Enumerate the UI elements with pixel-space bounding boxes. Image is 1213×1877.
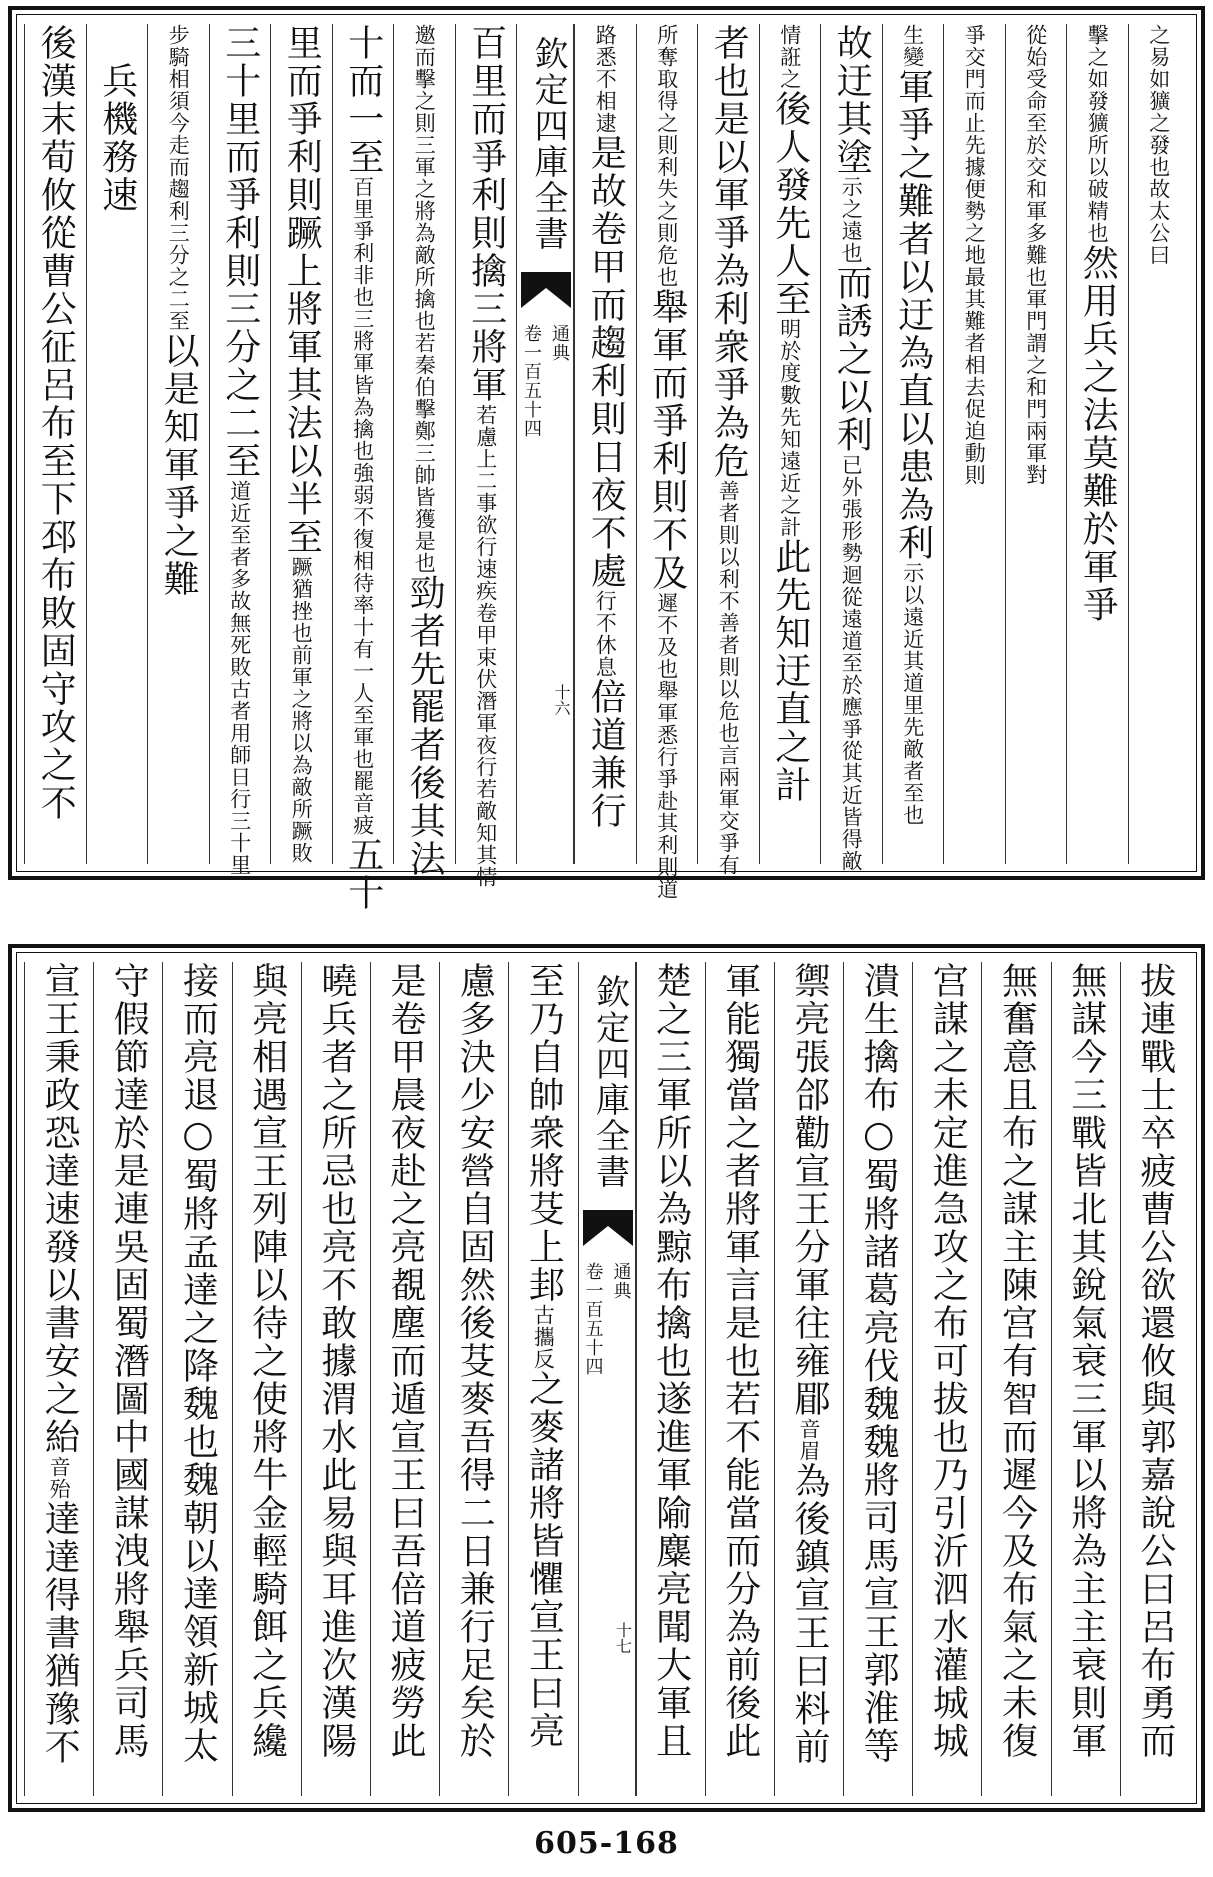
main-text: 拔連戰士卒疲曹公欲還攸與郭嘉說公曰呂布勇而 [1134, 962, 1176, 1760]
main-text: 故迂其塗 [831, 24, 873, 176]
commentary-text: 百里爭利非也三將軍皆為擒也強弱不復相待率十有一人至軍也罷音疲 [350, 176, 375, 836]
text-column [439, 962, 508, 1796]
main-text: 然用兵之法莫難於軍爭 [1077, 244, 1119, 624]
text-column [270, 24, 332, 864]
main-text: 曉兵者之所忌也亮不敢據渭水此易與耳進次漢陽 [315, 962, 357, 1760]
main-text: 宫謀之未定進急攻之布可拔也乃引沂泗水灌城城 [927, 962, 969, 1760]
main-text: 達達得書猶豫不 [39, 1500, 81, 1766]
commentary-text: 從始受命至於交和軍多難也軍門謂之和門兩軍對 [1023, 24, 1048, 486]
main-text: 守假節達於是連吳固蜀潛圖中國謀洩將舉兵司馬 [108, 962, 150, 1760]
text-column [912, 962, 981, 1796]
commentary-text: 已外張形勢迴從遠道至於應爭從其近皆得敵 [839, 454, 864, 872]
commentary-text: 爭交門而止先據便勢之地最其難者相去促迫動則 [962, 24, 987, 486]
main-text: 後人發先人至 [769, 90, 811, 318]
text-column [147, 24, 209, 864]
text-column [1120, 962, 1189, 1796]
commentary-text: 路悉不相逮 [593, 24, 618, 134]
commentary-text: 若慮上二事欲行速疾卷甲束伏潛軍夜行若敵知其情 [473, 404, 498, 888]
commentary-text: 道近至者多故無死敗古者用師日行三十里 [227, 480, 252, 876]
text-column [370, 962, 439, 1796]
main-text: 倍道兼行 [585, 678, 627, 830]
book-volume [579, 1262, 635, 1482]
text-column [301, 962, 370, 1796]
main-text: 百里而爭利則擒三將軍 [465, 24, 507, 404]
text-column [843, 962, 912, 1796]
commentary-text: 明於度數先知遠近之計 [777, 318, 802, 538]
text-column [209, 24, 271, 876]
commentary-text: 蹶猶挫也前軍之將以為敵所蹶敗 [289, 556, 314, 864]
text-column [636, 962, 705, 1796]
commentary-text: 善者則以利不善者則以危也言兩軍交爭有 [716, 480, 741, 876]
main-text: 而誘之以利 [831, 264, 873, 454]
main-text: 里而爭利則蹶上將軍其法以半至 [281, 24, 323, 556]
commentary-text: 行不休息 [593, 590, 618, 678]
text-column [697, 24, 759, 876]
commentary-text: 示以遠近其道里先敵者至也 [900, 562, 925, 826]
center-margin-column [578, 962, 636, 1796]
text-column [24, 24, 86, 864]
text-column [882, 24, 944, 864]
text-column [1128, 24, 1190, 864]
library-title: 欽定四庫全書 [528, 36, 568, 252]
commentary-text: 步騎相須今走而趨利三分之二至 [166, 24, 191, 332]
commentary-text: 古攜反 [531, 1304, 556, 1370]
top-page [8, 6, 1205, 912]
commentary-text: 情誑之 [777, 24, 802, 90]
leaf-number: 十六 [552, 684, 571, 716]
commentary-text: 遲不及也舉軍悉行爭赴其利則道 [654, 592, 679, 900]
text-column [1051, 962, 1120, 1796]
text-column [24, 962, 93, 1796]
main-text: 潰生擒布○蜀將諸葛亮伐魏魏將司馬宣王郭淮等 [858, 962, 900, 1765]
main-text: 以是知軍爭之難 [158, 332, 200, 598]
leaf-number: 十七 [613, 1622, 633, 1654]
text-column [820, 24, 882, 872]
main-text: 者也是以軍爭為利衆爭為危 [708, 24, 750, 480]
main-text: 無奮意且布之謀主陳宫有智而遲今及布氣之未復 [996, 962, 1038, 1760]
main-text: 軍爭之難者以迂為直以患為利 [892, 68, 934, 562]
book-title: 通典 [549, 324, 570, 362]
main-text: 軍能獨當之者將軍言是也若不能當而分為前後此 [719, 962, 761, 1760]
text-column [705, 962, 774, 1796]
book-volume [517, 324, 573, 544]
text-column [393, 24, 455, 878]
main-text: 為後鎮宣王曰料前 [788, 1462, 830, 1766]
main-text: 慮多決少安營自固然後芟麥吾得二日兼行足矣於 [454, 962, 496, 1760]
text-column [1005, 24, 1067, 864]
main-text: 舉軍而爭利則不及 [646, 288, 688, 592]
main-text: 此先知迂直之計 [769, 538, 811, 804]
main-text: 勁者先罷者後其法 [404, 574, 446, 878]
commentary-text: 擊之如發獷所以破精也 [1085, 24, 1110, 244]
main-text: 兵機務速 [96, 24, 138, 214]
text-column [774, 962, 843, 1796]
text-column [86, 24, 148, 864]
main-text: 是卷甲晨夜赴之亮覩塵而遁宣王曰吾倍道疲勞此 [385, 962, 427, 1760]
main-text: 五十 [342, 836, 384, 912]
text-column [1066, 24, 1128, 864]
text-column [943, 24, 1005, 864]
main-text: 接而亮退○蜀將孟達之降魏也魏朝以達領新城太 [177, 962, 219, 1765]
text-column [332, 24, 394, 912]
main-text: 楚之三軍所以為黥布擒也遂進軍隃麋亮聞大軍且 [650, 962, 692, 1760]
commentary-text: 音殆 [47, 1456, 72, 1500]
text-column [508, 962, 577, 1796]
commentary-text: 所奪取得之則利失之則危也 [654, 24, 679, 288]
text-column [232, 962, 301, 1796]
volume-label: 卷一百五十四 [521, 324, 542, 438]
text-column [93, 962, 162, 1796]
bottom-page [8, 944, 1205, 1812]
commentary-text: 示之遠也 [839, 176, 864, 264]
main-text: 是故卷甲而趨利則日夜不處 [585, 134, 627, 590]
main-text: 無謀今三戰皆北其銳氣衰三軍以將為主主衰則軍 [1065, 962, 1107, 1760]
volume-label: 卷一百五十四 [582, 1262, 604, 1376]
text-column [574, 24, 636, 864]
text-column [162, 962, 231, 1796]
center-margin-column [516, 24, 574, 864]
commentary-text: 音眉 [796, 1418, 821, 1462]
main-text: 三十里而爭利則三分之二至 [219, 24, 261, 480]
text-column [759, 24, 821, 864]
main-text: 與亮相遇宣王列陣以待之使將牛金輕騎餌之兵纔 [246, 962, 288, 1760]
text-column [636, 24, 698, 900]
text-column [455, 24, 517, 888]
book-title: 通典 [610, 1262, 632, 1300]
main-text: 宣王秉政恐達速發以書安之紿 [39, 962, 81, 1456]
commentary-text: 邀而擊之則三軍之將為敵所擒也若秦伯擊鄭三帥皆獲是也 [412, 24, 437, 574]
main-text: 後漢末荀攸從曹公征呂布至下邳布敗固守攻之不 [35, 24, 77, 822]
main-text: 十而一至 [342, 24, 384, 176]
fish-tail-mark-icon [583, 1210, 633, 1246]
main-text: 之麥諸將皆懼宣王曰亮 [523, 1370, 565, 1750]
commentary-text: 生變 [900, 24, 925, 68]
sheet-number: 605-168 [534, 1826, 679, 1861]
text-column [981, 962, 1050, 1796]
fish-tail-mark-icon [521, 272, 571, 308]
library-title: 欽定四庫全書 [589, 974, 630, 1190]
commentary-text: 之易如獷之發也故太公曰 [1146, 24, 1171, 266]
main-text: 禦亮張郃勸宣王分軍往雍郿 [788, 962, 830, 1418]
main-text: 至乃自帥衆將芟上邽 [523, 962, 565, 1304]
